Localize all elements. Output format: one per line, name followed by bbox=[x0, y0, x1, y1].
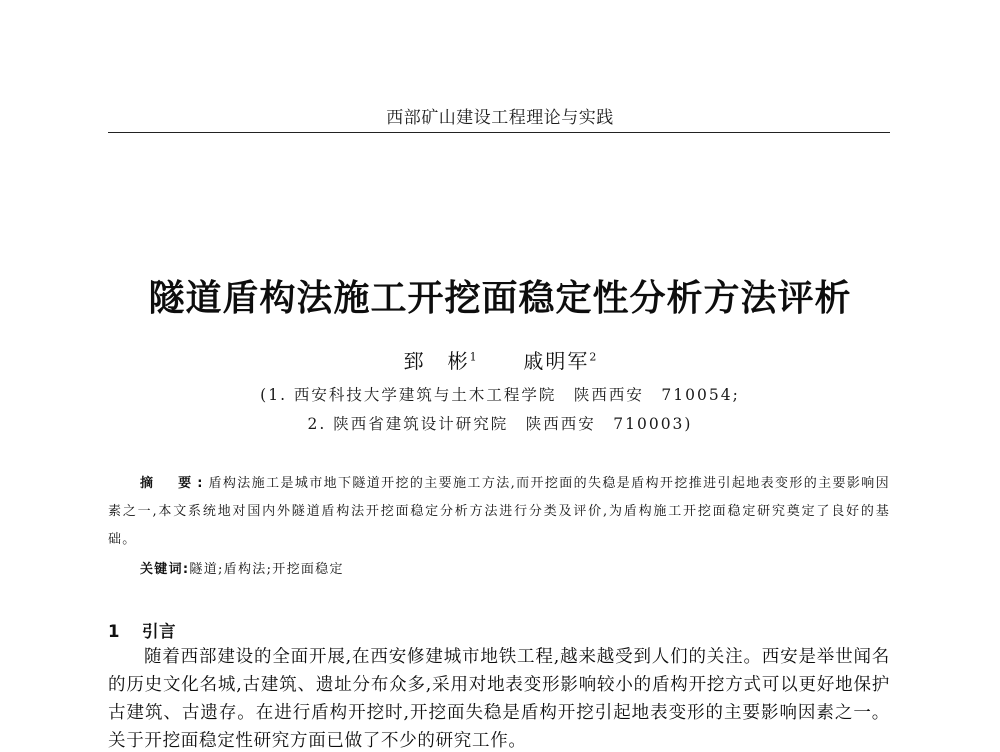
author-affiliation-mark: 1 bbox=[469, 350, 477, 364]
keywords bbox=[140, 558, 344, 577]
section-number: 1 bbox=[108, 622, 120, 641]
section-title: 引言 bbox=[142, 622, 176, 641]
keywords-text: 隧道;盾构法;开挖面稳定 bbox=[189, 562, 344, 577]
author-affiliation-mark: 2 bbox=[589, 350, 597, 364]
affiliation-2: 2. 陕西省建筑设计研究院 陕西西安 710003) bbox=[307, 415, 693, 433]
author-line bbox=[0, 345, 1000, 374]
abstract-label: 摘 要: bbox=[140, 476, 209, 491]
section-heading bbox=[108, 618, 176, 642]
author-name: 郅 彬 bbox=[403, 349, 470, 373]
keywords-label: 关键词: bbox=[140, 562, 190, 577]
affiliation-1: (1. 西安科技大学建筑与土木工程学院 陕西西安 710054; bbox=[260, 386, 740, 404]
paper-title: 隧道盾构法施工开挖面稳定性分析方法评析 bbox=[148, 278, 852, 319]
section-body-paragraph: 随着西部建设的全面开展,在西安修建城市地铁工程,越来越受到人们的关注。西安是举世闻名的历史文化名城,古建筑、遗址分布众多,采用对地表变形影响较小的盾构开挖方式可以更好地保护古建筑、古遗存。在进行盾构开挖时,开挖面失稳是盾构开挖引起地表变形的主要影响因素之一。关于开挖面稳定性研究方面已做了不少的研究工作。 bbox=[108, 647, 890, 751]
abstract bbox=[108, 470, 890, 554]
running-header: 西部矿山建设工程理论与实践 bbox=[386, 108, 614, 128]
author-name: 戚明军 bbox=[523, 349, 590, 373]
abstract-text: 盾构法施工是城市地下隧道开挖的主要施工方法,而开挖面的失稳是盾构开挖推进引起地表变形的主要影响因素之一,本文系统地对国内外隧道盾构法开挖面稳定分析方法进行分类及评价,为盾构施工开挖面稳定研究奠定了良好的基础。 bbox=[108, 476, 890, 547]
header-rule bbox=[108, 132, 890, 133]
